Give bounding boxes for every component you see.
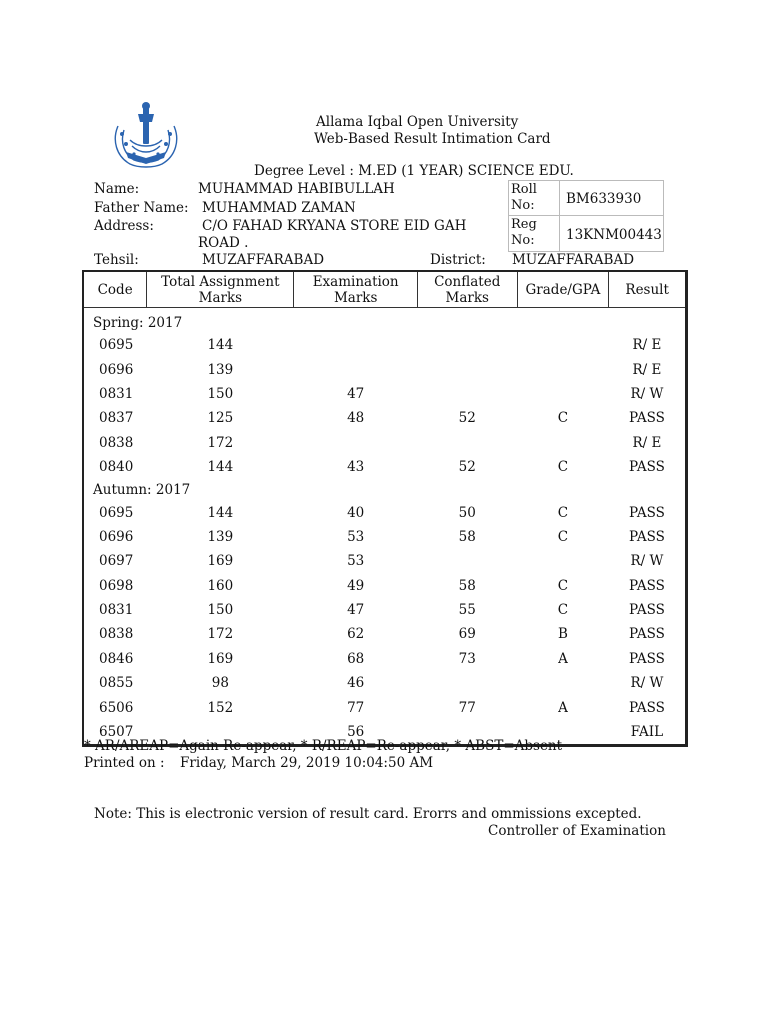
roll-number: BM633930	[566, 191, 642, 207]
semester-label: Spring: 2017	[93, 314, 183, 331]
cell-exam: 43	[347, 459, 365, 476]
cell-grade	[517, 431, 609, 455]
cell-result: PASS	[629, 699, 665, 716]
address-label: Address:	[94, 218, 154, 234]
cell-assignment: 144	[207, 459, 234, 476]
cell-code: 0838	[99, 626, 134, 643]
cell-code: 0695	[99, 337, 134, 354]
university-logo	[108, 100, 184, 170]
cell-assignment: 172	[207, 434, 234, 451]
district-value: MUZAFFARABAD	[512, 252, 635, 268]
cell-result: FAIL	[630, 724, 664, 741]
cell-code: 0831	[99, 602, 134, 619]
cell-assignment: 125	[207, 410, 234, 427]
district-label: District:	[430, 252, 486, 268]
cell-exam	[294, 333, 418, 357]
tehsil-value: MUZAFFARABAD	[202, 252, 325, 268]
roll-reg-box	[508, 180, 664, 252]
semester-label: Autumn: 2017	[93, 481, 191, 498]
cell-code: 0695	[99, 504, 134, 521]
cell-grade	[517, 549, 609, 573]
father-name: MUHAMMAD ZAMAN	[202, 200, 356, 216]
cell-conflated	[417, 357, 517, 381]
table-row	[83, 357, 687, 381]
cell-assignment: 152	[207, 699, 234, 716]
cell-exam: 53	[347, 553, 365, 570]
cell-result: PASS	[629, 504, 665, 521]
table-row	[83, 622, 687, 646]
cell-grade	[517, 333, 609, 357]
cell-conflated	[417, 549, 517, 573]
cell-code: 0698	[99, 577, 134, 594]
legend-text: * AR/AREAP=Again Re-appear, * R/REAP=Re-appear, * ABST=Absent	[84, 738, 563, 754]
cell-result: R/ W	[630, 553, 664, 570]
table-row	[83, 647, 687, 671]
cell-assignment: 144	[207, 337, 234, 354]
cell-conflated: 52	[458, 459, 476, 476]
cell-result: R/ W	[630, 385, 664, 402]
university-name: Allama Iqbal Open University	[316, 114, 519, 130]
cell-code: 0696	[99, 528, 134, 545]
printed-on-label: Printed on :	[84, 755, 165, 771]
table-row	[83, 695, 687, 719]
cell-assignment: 169	[207, 650, 234, 667]
cell-grade: C	[557, 504, 569, 521]
cell-conflated	[417, 333, 517, 357]
cell-exam: 47	[347, 385, 365, 402]
cell-assignment: 150	[207, 385, 234, 402]
cell-conflated: 50	[458, 504, 476, 521]
cell-exam: 49	[347, 577, 365, 594]
cell-result: R/ W	[630, 675, 664, 692]
cell-exam: 77	[347, 699, 365, 716]
address-line-1: C/O FAHAD KRYANA STORE EID GAH	[202, 218, 467, 234]
cell-result: R/ E	[632, 361, 662, 378]
cell-grade: A	[558, 699, 568, 716]
cell-result: R/ E	[632, 337, 662, 354]
cell-assignment: 139	[207, 528, 234, 545]
table-row	[83, 549, 687, 573]
cell-code: 0846	[99, 650, 134, 667]
cell-exam: 46	[347, 675, 365, 692]
cell-grade: C	[557, 459, 569, 476]
cell-result: PASS	[629, 626, 665, 643]
controller-signature: Controller of Examination	[488, 823, 666, 839]
note-text: Note: This is electronic version of result card. Erorrs and ommissions excepted.	[94, 806, 642, 822]
tehsil-label: Tehsil:	[94, 252, 139, 268]
cell-conflated: 58	[458, 577, 476, 594]
cell-result: PASS	[629, 577, 665, 594]
cell-result: PASS	[629, 528, 665, 545]
cell-grade: C	[557, 528, 569, 545]
table-row	[83, 525, 687, 549]
cell-conflated: 55	[458, 602, 476, 619]
reg-label: Reg No:	[511, 217, 537, 248]
cell-exam: 48	[347, 410, 365, 427]
cell-assignment: 172	[207, 626, 234, 643]
printed-on-value: Friday, March 29, 2019 10:04:50 AM	[180, 755, 434, 771]
name-label: Name:	[94, 181, 140, 197]
cell-grade	[517, 382, 609, 406]
student-name: MUHAMMAD HABIBULLAH	[198, 181, 395, 197]
header-result: Result	[609, 271, 687, 308]
semester-row	[83, 479, 687, 500]
cell-result: PASS	[629, 650, 665, 667]
cell-assignment: 139	[207, 361, 234, 378]
cell-conflated	[417, 671, 517, 695]
cell-conflated: 58	[458, 528, 476, 545]
cell-conflated: 69	[458, 626, 476, 643]
cell-result: PASS	[629, 459, 665, 476]
roll-label: Roll No:	[511, 182, 537, 213]
table-row	[83, 431, 687, 455]
cell-exam: 68	[347, 650, 365, 667]
cell-code: 0697	[99, 553, 134, 570]
cell-grade	[517, 671, 609, 695]
cell-result: PASS	[629, 602, 665, 619]
header-exam: Examination Marks	[294, 271, 418, 308]
table-row	[83, 598, 687, 622]
cell-code: 0840	[99, 459, 134, 476]
cell-code: 0855	[99, 675, 134, 692]
cell-exam: 53	[347, 528, 365, 545]
table-header-row	[83, 271, 687, 308]
cell-grade: B	[557, 626, 568, 643]
cell-assignment: 169	[207, 553, 234, 570]
cell-assignment: 150	[207, 602, 234, 619]
table-row	[83, 406, 687, 430]
cell-code: 0838	[99, 434, 134, 451]
cell-assignment: 160	[207, 577, 234, 594]
semester-row	[83, 308, 687, 334]
cell-grade: A	[558, 650, 568, 667]
cell-code: 6506	[99, 699, 134, 716]
table-row	[83, 671, 687, 695]
cell-grade: C	[557, 577, 569, 594]
table-row	[83, 500, 687, 524]
cell-conflated: 73	[458, 650, 476, 667]
address-line-2: ROAD .	[198, 235, 249, 251]
table-row	[83, 333, 687, 357]
cell-exam: 47	[347, 602, 365, 619]
cell-result: R/ E	[632, 434, 662, 451]
cell-assignment: 144	[207, 504, 234, 521]
cell-exam: 40	[347, 504, 365, 521]
father-name-label: Father Name:	[94, 200, 189, 216]
cell-assignment: 98	[211, 675, 229, 692]
cell-code: 0831	[99, 385, 134, 402]
cell-conflated: 52	[458, 410, 476, 427]
table-row	[83, 574, 687, 598]
header-code: Code	[83, 271, 147, 308]
cell-exam	[294, 357, 418, 381]
table-row	[83, 455, 687, 479]
cell-code: 0837	[99, 410, 134, 427]
cell-conflated	[417, 431, 517, 455]
cell-result: PASS	[629, 410, 665, 427]
marks-table	[82, 270, 688, 747]
header-conflated: Conflated Marks	[417, 271, 517, 308]
card-title: Web-Based Result Intimation Card	[314, 131, 551, 147]
cell-exam	[294, 431, 418, 455]
header-grade: Grade/GPA	[517, 271, 609, 308]
cell-exam: 56	[347, 724, 365, 741]
cell-exam: 62	[347, 626, 365, 643]
header-assignment: Total Assignment Marks	[147, 271, 294, 308]
cell-grade	[517, 357, 609, 381]
cell-conflated	[417, 382, 517, 406]
cell-conflated: 77	[458, 699, 476, 716]
cell-code: 0696	[99, 361, 134, 378]
cell-code: 6507	[99, 724, 134, 741]
reg-number: 13KNM00443	[566, 227, 662, 243]
cell-grade: C	[557, 602, 569, 619]
cell-grade: C	[557, 410, 569, 427]
degree-level: Degree Level : M.ED (1 YEAR) SCIENCE EDU.	[254, 163, 574, 179]
table-row	[83, 382, 687, 406]
